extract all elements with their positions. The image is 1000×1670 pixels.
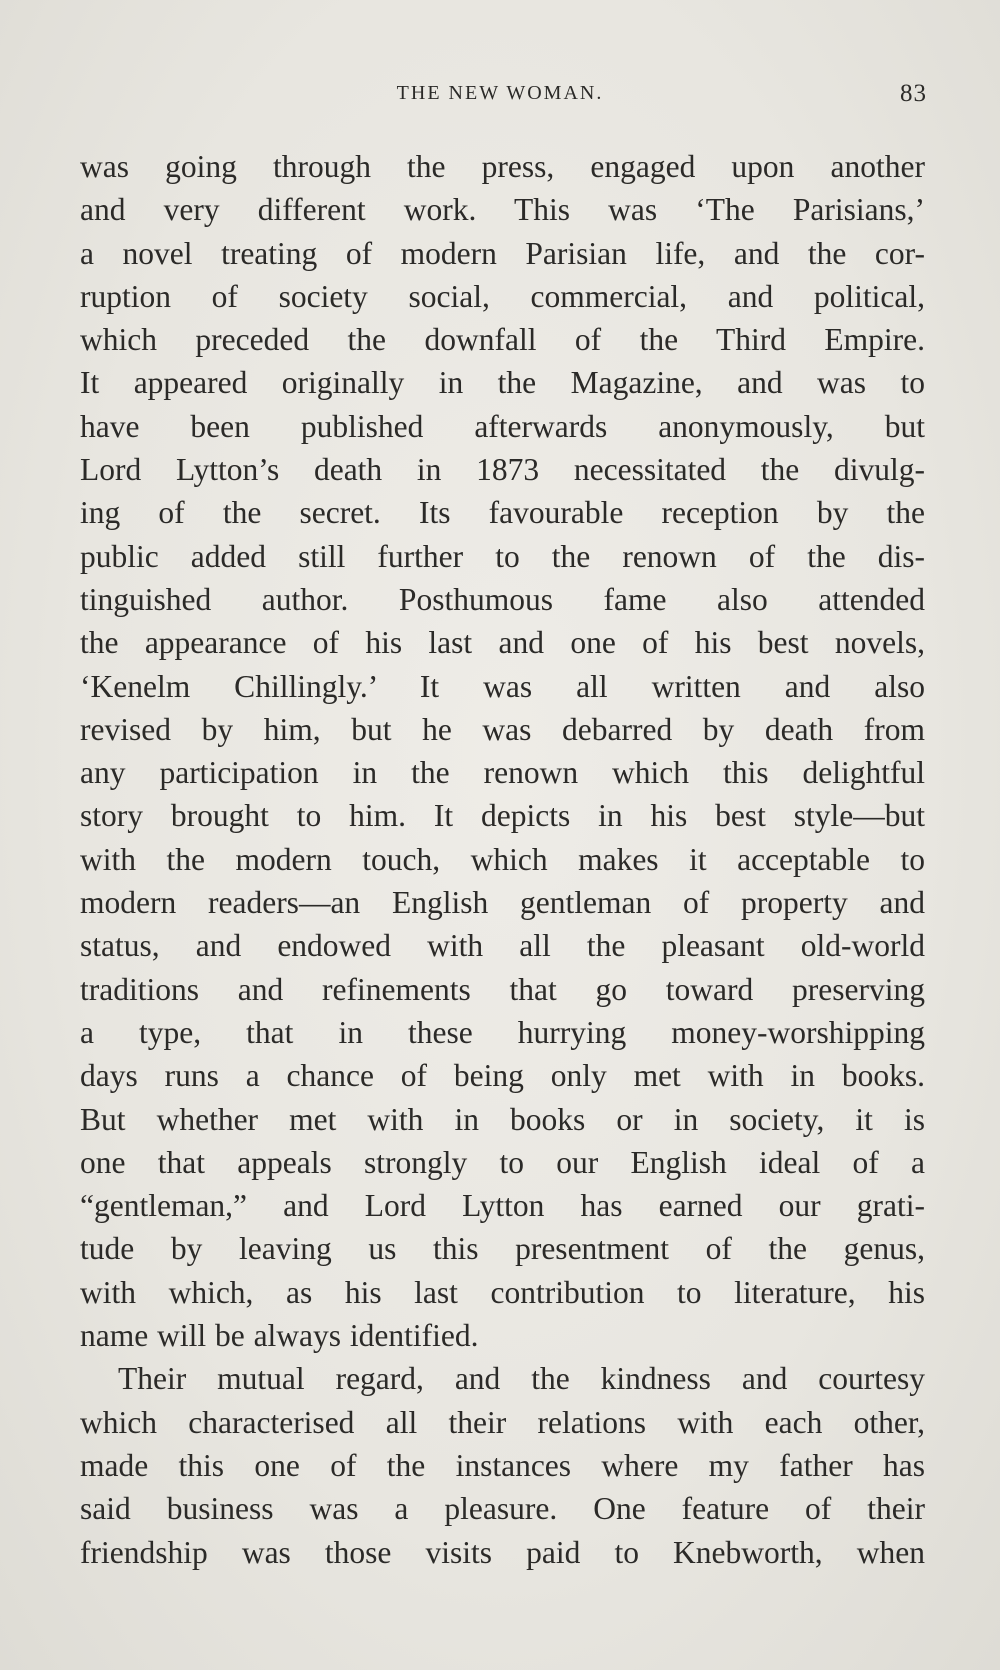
text-line: Their mutual regard, and the kindness and courtesy (118, 1361, 925, 1397)
text-line: ruption of society social, commercial, and political, (80, 278, 925, 314)
paragraph (80, 145, 925, 1357)
text-line: public added still further to the renown of the dis- (80, 538, 925, 574)
text-line: It appeared originally in the Magazine, and was to (80, 365, 925, 401)
text-line: friendship was those visits paid to Knebworth, when (80, 1534, 925, 1570)
page-number: 83 (900, 80, 927, 107)
text-line: But whether met with in books or in society, it is (80, 1101, 925, 1137)
text-line: story brought to him. It depicts in his best style—but (80, 798, 925, 834)
text-line: and very different work. This was ‘The Parisians,’ (80, 192, 925, 228)
text-line: have been published afterwards anonymously, but (80, 408, 925, 444)
text-line: modern readers—an English gentleman of property and (80, 885, 925, 921)
body-text (80, 145, 925, 1574)
text-line: traditions and refinements that go toward preserving (80, 971, 925, 1007)
text-line: revised by him, but he was debarred by death from (80, 711, 925, 747)
text-line: status, and endowed with all the pleasant old-world (80, 928, 925, 964)
text-line: any participation in the renown which this delightful (80, 755, 925, 791)
text-line: with which, as his last contribution to literature, his (80, 1274, 925, 1310)
text-line: Lord Lytton’s death in 1873 necessitated the divulg- (80, 452, 925, 488)
text-line: tude by leaving us this presentment of the genus, (80, 1231, 925, 1267)
paragraph (80, 1357, 925, 1573)
text-line: was going through the press, engaged upon another (80, 149, 925, 184)
text-line: which preceded the downfall of the Third Empire. (80, 322, 925, 358)
text-line: a novel treating of modern Parisian life, and the cor- (80, 235, 925, 271)
text-line: said business was a pleasure. One feature of their (80, 1491, 925, 1527)
text-line: made this one of the instances where my father has (80, 1447, 925, 1483)
text-line: ‘Kenelm Chillingly.’ It was all written and also (80, 668, 925, 704)
running-head (0, 80, 1000, 110)
text-line: a type, that in these hurrying money-worshipping (80, 1014, 925, 1050)
text-line: the appearance of his last and one of his best novels, (80, 625, 925, 661)
text-line: days runs a chance of being only met with in books. (80, 1058, 925, 1094)
text-line: “gentleman,” and Lord Lytton has earned our grati- (80, 1188, 925, 1224)
text-line: tinguished author. Posthumous fame also attended (80, 581, 925, 617)
text-line: which characterised all their relations with each other, (80, 1404, 925, 1440)
text-line: one that appeals strongly to our English ideal of a (80, 1144, 925, 1180)
running-head-title: THE NEW WOMAN. (396, 82, 604, 104)
text-line: name will be always identified. (80, 1318, 479, 1354)
text-line: ing of the secret. Its favourable reception by the (80, 495, 925, 531)
text-line: with the modern touch, which makes it acceptable to (80, 841, 925, 877)
